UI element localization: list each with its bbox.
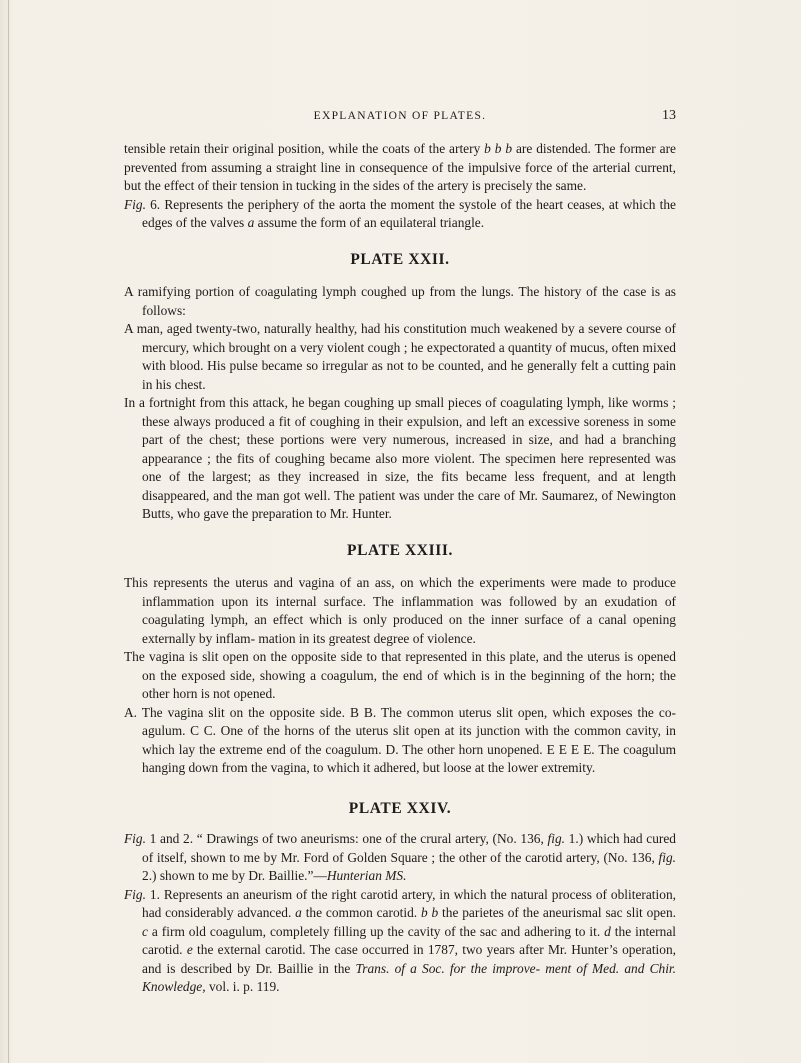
plate-xxiii-heading: PLATE XXIII. bbox=[347, 541, 453, 559]
plate-xxiii-paragraph: This represents the uterus and vagina of an ass, on which the experiments were made to produce inflammation upon its internal surface. The inflammation was followed by an exudation of coagulating lymph, an effect which is only produced on the inner surface of a canal opening externally by inflam- mation in its greatest degree of violence. bbox=[124, 575, 676, 646]
plate-xxiii-paragraph: A. The vagina slit on the opposite side. B B. The common uterus slit open, which exposes the co- agulum. C C. One of the horns of the uterus slit open at its junction with the common cavity, in which lay the extreme end of the coagulum. D. The other horn unopened. E E E E. The coagulum hanging down from the vagina, to which it adhered, but loose at the lower extremity. bbox=[124, 704, 676, 775]
plate-xxii-paragraph: A ramifying portion of coagulating lymph coughed up from the lungs. The history of the case is as follows: bbox=[124, 284, 676, 318]
plate-xxiv-fig1-paragraph: Fig. 1. Represents an aneurism of the right carotid artery, in which the natural process of obliteration, had considerably advanced. a the common carotid. b b the parietes of the aneurismal sac slit open. c a firm old coagulum, completely filling up the cavity of the sac and adhering to it. d the internal carotid. e the external carotid. The case occurred in 1787, two years after Mr. Hunter’s operation, and is described by Dr. Baillie in the Trans. of a Soc. for the improve- ment of Med. and Chir. Knowledge, vol. i. p. 119. bbox=[124, 886, 677, 994]
running-head: EXPLANATION OF PLATES. bbox=[313, 110, 487, 122]
fig-label: Fig. bbox=[124, 886, 146, 902]
source-citation: Hunterian MS. bbox=[326, 868, 407, 883]
page-number: 13 bbox=[662, 108, 676, 123]
plate-xxiv-heading: PLATE XXIV. bbox=[348, 799, 452, 817]
fig6-paragraph: Fig. 6. Represents the periphery of the aorta the moment the systole of the heart ceases, at which the edges of the valves a assume the form of an equilateral triangle. bbox=[124, 196, 676, 230]
fig-label: Fig. bbox=[124, 831, 146, 846]
binding-edge bbox=[8, 0, 9, 1063]
fig-label: Fig. bbox=[124, 196, 146, 212]
plate-xxiii-paragraph: The vagina is slit open on the opposite side to that represented in this plate, and the uterus is opened on the exposed side, showing a coagulum, the end of which is in the beginning of the horn; the other horn is not opened. bbox=[124, 649, 676, 701]
plate-xxii-paragraph: In a fortnight from this attack, he began coughing up small pieces of coagulating lymph, like worms ; these always produced a fit of coughing in their expulsion, and left an excessive soreness in some part of the chest; these portions were very numerous, increased in size, and had a branching appearance ; the fits of coughing became also more violent. The specimen here represented was one of the largest; as they increased in size, the fits became less frequent, and at length disappeared, and the man got well. The patient was under the care of Mr. Saumarez, of Newington Butts, who gave the preparation to Mr. Hunter. bbox=[124, 395, 676, 521]
plate-xxii-paragraph: A man, aged twenty-two, naturally healthy, had his constitution much weakened by a severe course of mercury, which brought on a very violent cough ; he expectorated a quantity of mucus, often mixed with blood. His pulse became so irregular as not to be counted, and he generally felt a cutting pain in his chest. bbox=[124, 321, 676, 392]
plate-xxii-heading: PLATE XXII. bbox=[350, 250, 450, 268]
continuation-paragraph: tensible retain their original position, while the coats of the artery b b b are distended. The former are prevented from assuming a straight line in consequence of the impulsive force of the arterial current, but the effect of their tension in tucking in the sides of the artery is precisely the same. bbox=[124, 141, 676, 193]
journal-reference: Trans. of a Soc. for the improve- ment of Med. and Chir. Knowledge, bbox=[142, 960, 676, 994]
page-header bbox=[124, 110, 676, 130]
plate-xxiv-fig12-paragraph: Fig. 1 and 2. “ Drawings of two aneurisms: one of the crural artery, (No. 136, fig. 1.) which had cured of itself, shown to me by Mr. Ford of Golden Square ; the other of the carotid artery, (No. 136, fig. 2.) shown to me by Dr. Baillie.”—Hunterian MS. bbox=[124, 831, 676, 883]
page-body bbox=[124, 140, 676, 997]
